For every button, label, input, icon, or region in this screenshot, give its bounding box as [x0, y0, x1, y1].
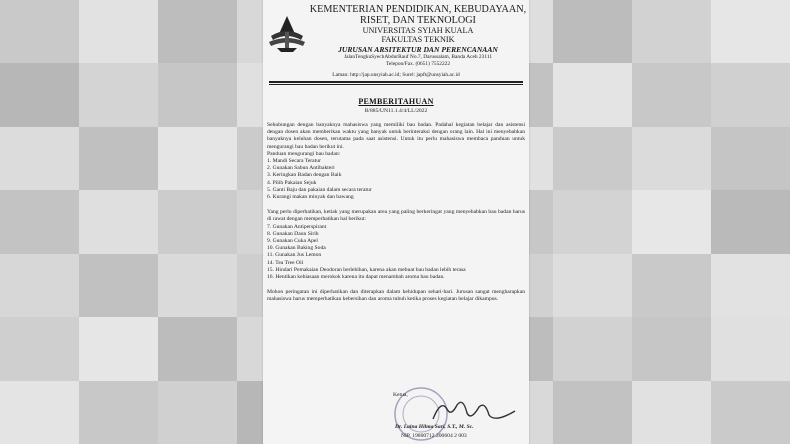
- letterhead-department: JURUSAN ARSITEKTUR DAN PERENCANAAN: [338, 45, 498, 54]
- signer-nip: NIP. 19800712 200604 2 003: [401, 433, 467, 439]
- letterhead-rule: [269, 81, 523, 83]
- letterhead-phone: Telepon/Fax. (0651) 7552222: [385, 61, 451, 67]
- mosaic-tile: [0, 381, 79, 444]
- guide-item: 1. Mandi Secara Teratur: [267, 158, 321, 165]
- mosaic-tile: [158, 381, 237, 444]
- mosaic-tile: [553, 127, 632, 190]
- mosaic-tile: [711, 317, 790, 380]
- intro-paragraph: Sehubungan dengan banyaknya mahasiswa yang memiliki bau badan. Padahal kegiatan belajar dan asistensi dengan dosen akan memberikan waktu yang banyak untuk berinteraksi dengan orang lain. Hal ini menyebabkan banyaknya keluhan dosen, terutama pada saat asistensi. Untuk itu perlu mahasiswa membaca panduan untuk mengurangi bau badan berikut ini.: [267, 122, 525, 150]
- sign-label: Ketua,: [393, 392, 408, 398]
- mosaic-tile: [711, 254, 790, 317]
- mosaic-tile: [79, 381, 158, 444]
- document-title: PEMBERITAHUAN: [358, 97, 434, 106]
- signature-icon: [423, 395, 523, 427]
- mosaic-tile: [79, 127, 158, 190]
- mosaic-tile: [158, 317, 237, 380]
- mosaic-tile: [0, 190, 79, 253]
- guide-item: 4. Pilih Pakaian Sejuk: [267, 179, 317, 186]
- mosaic-tile: [711, 190, 790, 253]
- mosaic-tile: [553, 381, 632, 444]
- care-item: 10. Gunakan Baking Soda: [267, 245, 326, 252]
- mosaic-tile: [711, 127, 790, 190]
- mosaic-tile: [79, 317, 158, 380]
- letterhead-ministry-line1: KEMENTERIAN PENDIDIKAN, KEBUDAYAAN,: [309, 4, 527, 15]
- mosaic-tile: [632, 254, 711, 317]
- mosaic-tile: [553, 254, 632, 317]
- letterhead-web: Laman: http://jap.unsyiah.ac.id; Surel: japft@unsyiah.ac.id: [332, 72, 460, 78]
- mosaic-tile: [158, 63, 237, 126]
- care-item: 16. Hentikan kebiasaan merokok karena itu dapat menambah aroma bau badan.: [267, 274, 445, 281]
- letterhead-university: UNIVERSITAS SYIAH KUALA: [362, 26, 474, 35]
- signer-name: Dr. Laina Hilma Sari, S.T., M. Sc.: [395, 424, 474, 430]
- closing-paragraph: Mohon peringatan ini diperhatikan dan diterapkan dalam kehidupan sehari-hari. Jurusan sangat mengharapkan mahasiswa harus memperhatikan kebersihan dan aroma tubuh ketika proses kegiatan belajar dikampus.: [267, 289, 525, 303]
- mosaic-tile: [553, 0, 632, 63]
- mosaic-tile: [79, 63, 158, 126]
- mosaic-tile: [79, 0, 158, 63]
- mosaic-tile: [711, 0, 790, 63]
- guide-item: 5. Ganti Baju dan pakaian dalam secara teratur: [267, 186, 372, 193]
- letterhead-rule-thin: [269, 84, 523, 85]
- mosaic-tile: [79, 254, 158, 317]
- mosaic-tile: [711, 63, 790, 126]
- guide-heading: Panduan mengurangi bau badan:: [267, 150, 341, 157]
- mosaic-tile: [0, 63, 79, 126]
- mosaic-tile: [632, 190, 711, 253]
- mosaic-tile: [79, 190, 158, 253]
- mosaic-tile: [158, 254, 237, 317]
- mosaic-tile: [632, 63, 711, 126]
- mosaic-tile: [0, 317, 79, 380]
- mosaic-tile: [553, 190, 632, 253]
- care-item: 8. Gunakan Daun Sirih: [267, 230, 319, 237]
- letterhead-address: JalanTengkuSyechAbdurRauf No.7, Darussalam, Banda Aceh 23111: [343, 54, 493, 60]
- mosaic-tile: [711, 381, 790, 444]
- letterhead: [263, 0, 529, 74]
- care-item: 7. Gunakan Antiperspirant: [267, 223, 327, 230]
- mosaic-tile: [632, 0, 711, 63]
- mosaic-tile: [0, 0, 79, 63]
- mosaic-tile: [158, 0, 237, 63]
- mosaic-tile: [632, 381, 711, 444]
- mosaic-tile: [158, 127, 237, 190]
- care-list: [267, 224, 525, 282]
- care-item: 14. Tea Tree Oil: [267, 259, 304, 266]
- mosaic-tile: [632, 317, 711, 380]
- care-item: 11. Gunakan Jus Lemon: [267, 252, 322, 259]
- guide-item: 6. Kurangi makan minyak dan bawang: [267, 194, 354, 201]
- document-number: B/885/UN11.1.4/4/LL/2022: [364, 108, 428, 114]
- mosaic-tile: [158, 190, 237, 253]
- mosaic-tile: [553, 317, 632, 380]
- document-page: [263, 0, 529, 444]
- letterhead-ministry-line2: RISET, DAN TEKNOLOGI: [360, 15, 476, 26]
- mosaic-tile: [0, 127, 79, 190]
- care-item: 15. Hindari Pemakaian Deodoran berlebihan, karena akan mebuat bau badan lebih terasa: [267, 266, 466, 273]
- guide-item: 2. Gunakan Sabun Antibakteri: [267, 165, 335, 172]
- mosaic-tile: [553, 63, 632, 126]
- attention-paragraph: Yang perlu diperhatikan, ketiak yang merupakan area yang paling berkeringat yang menyebabkan bau badan harus di rawat dengan memperhatikan hal berikut:: [267, 209, 525, 223]
- mosaic-tile: [632, 127, 711, 190]
- university-logo-icon: [265, 12, 309, 56]
- care-item: 9. Gunakan Cuka Apel: [267, 238, 318, 245]
- guide-list: [267, 158, 525, 201]
- guide-item: 3. Keringkan Badan dengan Baik: [267, 172, 342, 179]
- letterhead-faculty: FAKULTAS TEKNIK: [381, 35, 455, 44]
- document-body: [263, 114, 529, 304]
- mosaic-tile: [0, 254, 79, 317]
